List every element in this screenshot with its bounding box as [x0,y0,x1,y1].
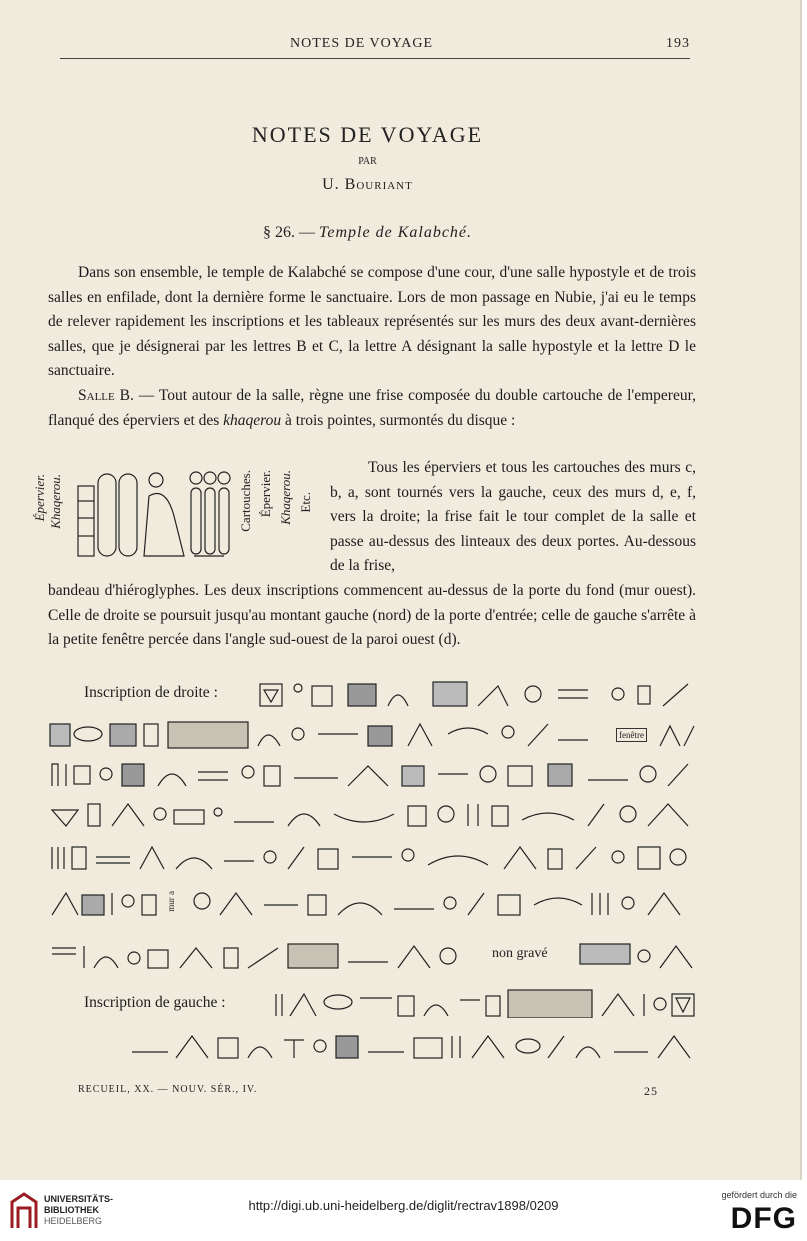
hieroglyph-line [48,760,698,790]
page-number: 193 [666,36,690,51]
paragraph-salle-b: Salle B. — Tout autour de la salle, règne une frise composée du double cartouche de l'empereur, flanqué des éperviers et des khaqerou à trois pointes, surmontés du disque : [48,387,696,429]
label-epervier-2: Épervier. [258,470,273,518]
hieroglyph-line [48,800,698,830]
paragraph-intro: Dans son ensemble, le temple de Kalabché se compose d'une cour, d'une salle hypostyle et de trois salles en enfilade, dont la dernière forme le sanctuaire. Lors de mon passage en Nubie, j'ai eu le temps de relever rapidement les inscriptions et les tableaux représentés sur les murs des deux avant-dernières salles, que je désignerai par les lettres B et C, la lettre A désignant la salle hypostyle et la lettre D le sanctuaire. [48,264,696,380]
non-grave-mark: non gravé [492,946,548,961]
hieroglyph-line [48,940,698,970]
label-khaqerou-2: Khaqerou. [278,470,293,525]
section-heading: § 26. — Temple de Kalabché. [262,224,473,241]
hieroglyph-line [258,680,698,710]
label-khaqerou: Khaqerou. [48,474,63,529]
article-title: NOTES DE VOYAGE [251,122,484,147]
fenetre-mark: fenêtre [616,728,647,742]
institution-name: UNIVERSITÄTS- BIBLIOTHEK HEIDELBERG [44,1194,114,1226]
paragraph-side: Tous les éperviers et tous les cartouches des murs c, b, a, sont tournés vers la gauche, ceux des murs d, e, f, vers la droite; la frise fait le tour complet de la salle et passe au-dessus des linteaux des deux portes. Au-dessous de la frise, [330,459,696,575]
hieroglyph-line [48,1030,698,1060]
hieroglyph-line [48,887,698,917]
by-line: PAR [358,156,377,167]
funded-by: gefördert durch die [721,1190,797,1200]
running-head-title: NOTES DE VOYAGE [290,36,434,51]
frieze-drawing [74,466,234,562]
label-inscription-gauche: Inscription de gauche : [84,994,226,1011]
signature-mark: 25 [644,1084,658,1098]
label-inscription-droite: Inscription de droite : [84,684,218,701]
hieroglyph-line [272,988,698,1018]
journal-ref: RECUEIL, XX. — NOUV. SÉR., IV. [78,1084,258,1095]
label-etc: Etc. [298,492,313,513]
page-footer [78,1084,658,1098]
frieze-figure [30,462,330,572]
hieroglyph-line [48,720,698,750]
mur-a-mark: mur a [166,891,176,912]
label-cartouches: Cartouches. [238,470,253,532]
dfg-logo: DFG [730,1202,797,1235]
permalink[interactable]: http://digi.ub.uni-heidelberg.de/diglit/rectrav1898/0209 [248,1198,559,1213]
running-head [60,36,690,59]
author: U. Bouriant [322,176,413,193]
paragraph-bandeau: bandeau d'hiéroglyphes. Les deux inscriptions commencent au-dessus de la porte du fond (mur ouest). Celle de droite se poursuit jusqu'au montant gauche (nord) de la porte d'entrée; celle de gauche s'arrête à la petite fenêtre percée dans l'angle sud-ouest de la paroi ouest (d). [48,582,696,649]
label-epervier: Épervier. [32,474,47,522]
hieroglyph-line [48,843,698,873]
bottom-bar [0,1184,807,1241]
